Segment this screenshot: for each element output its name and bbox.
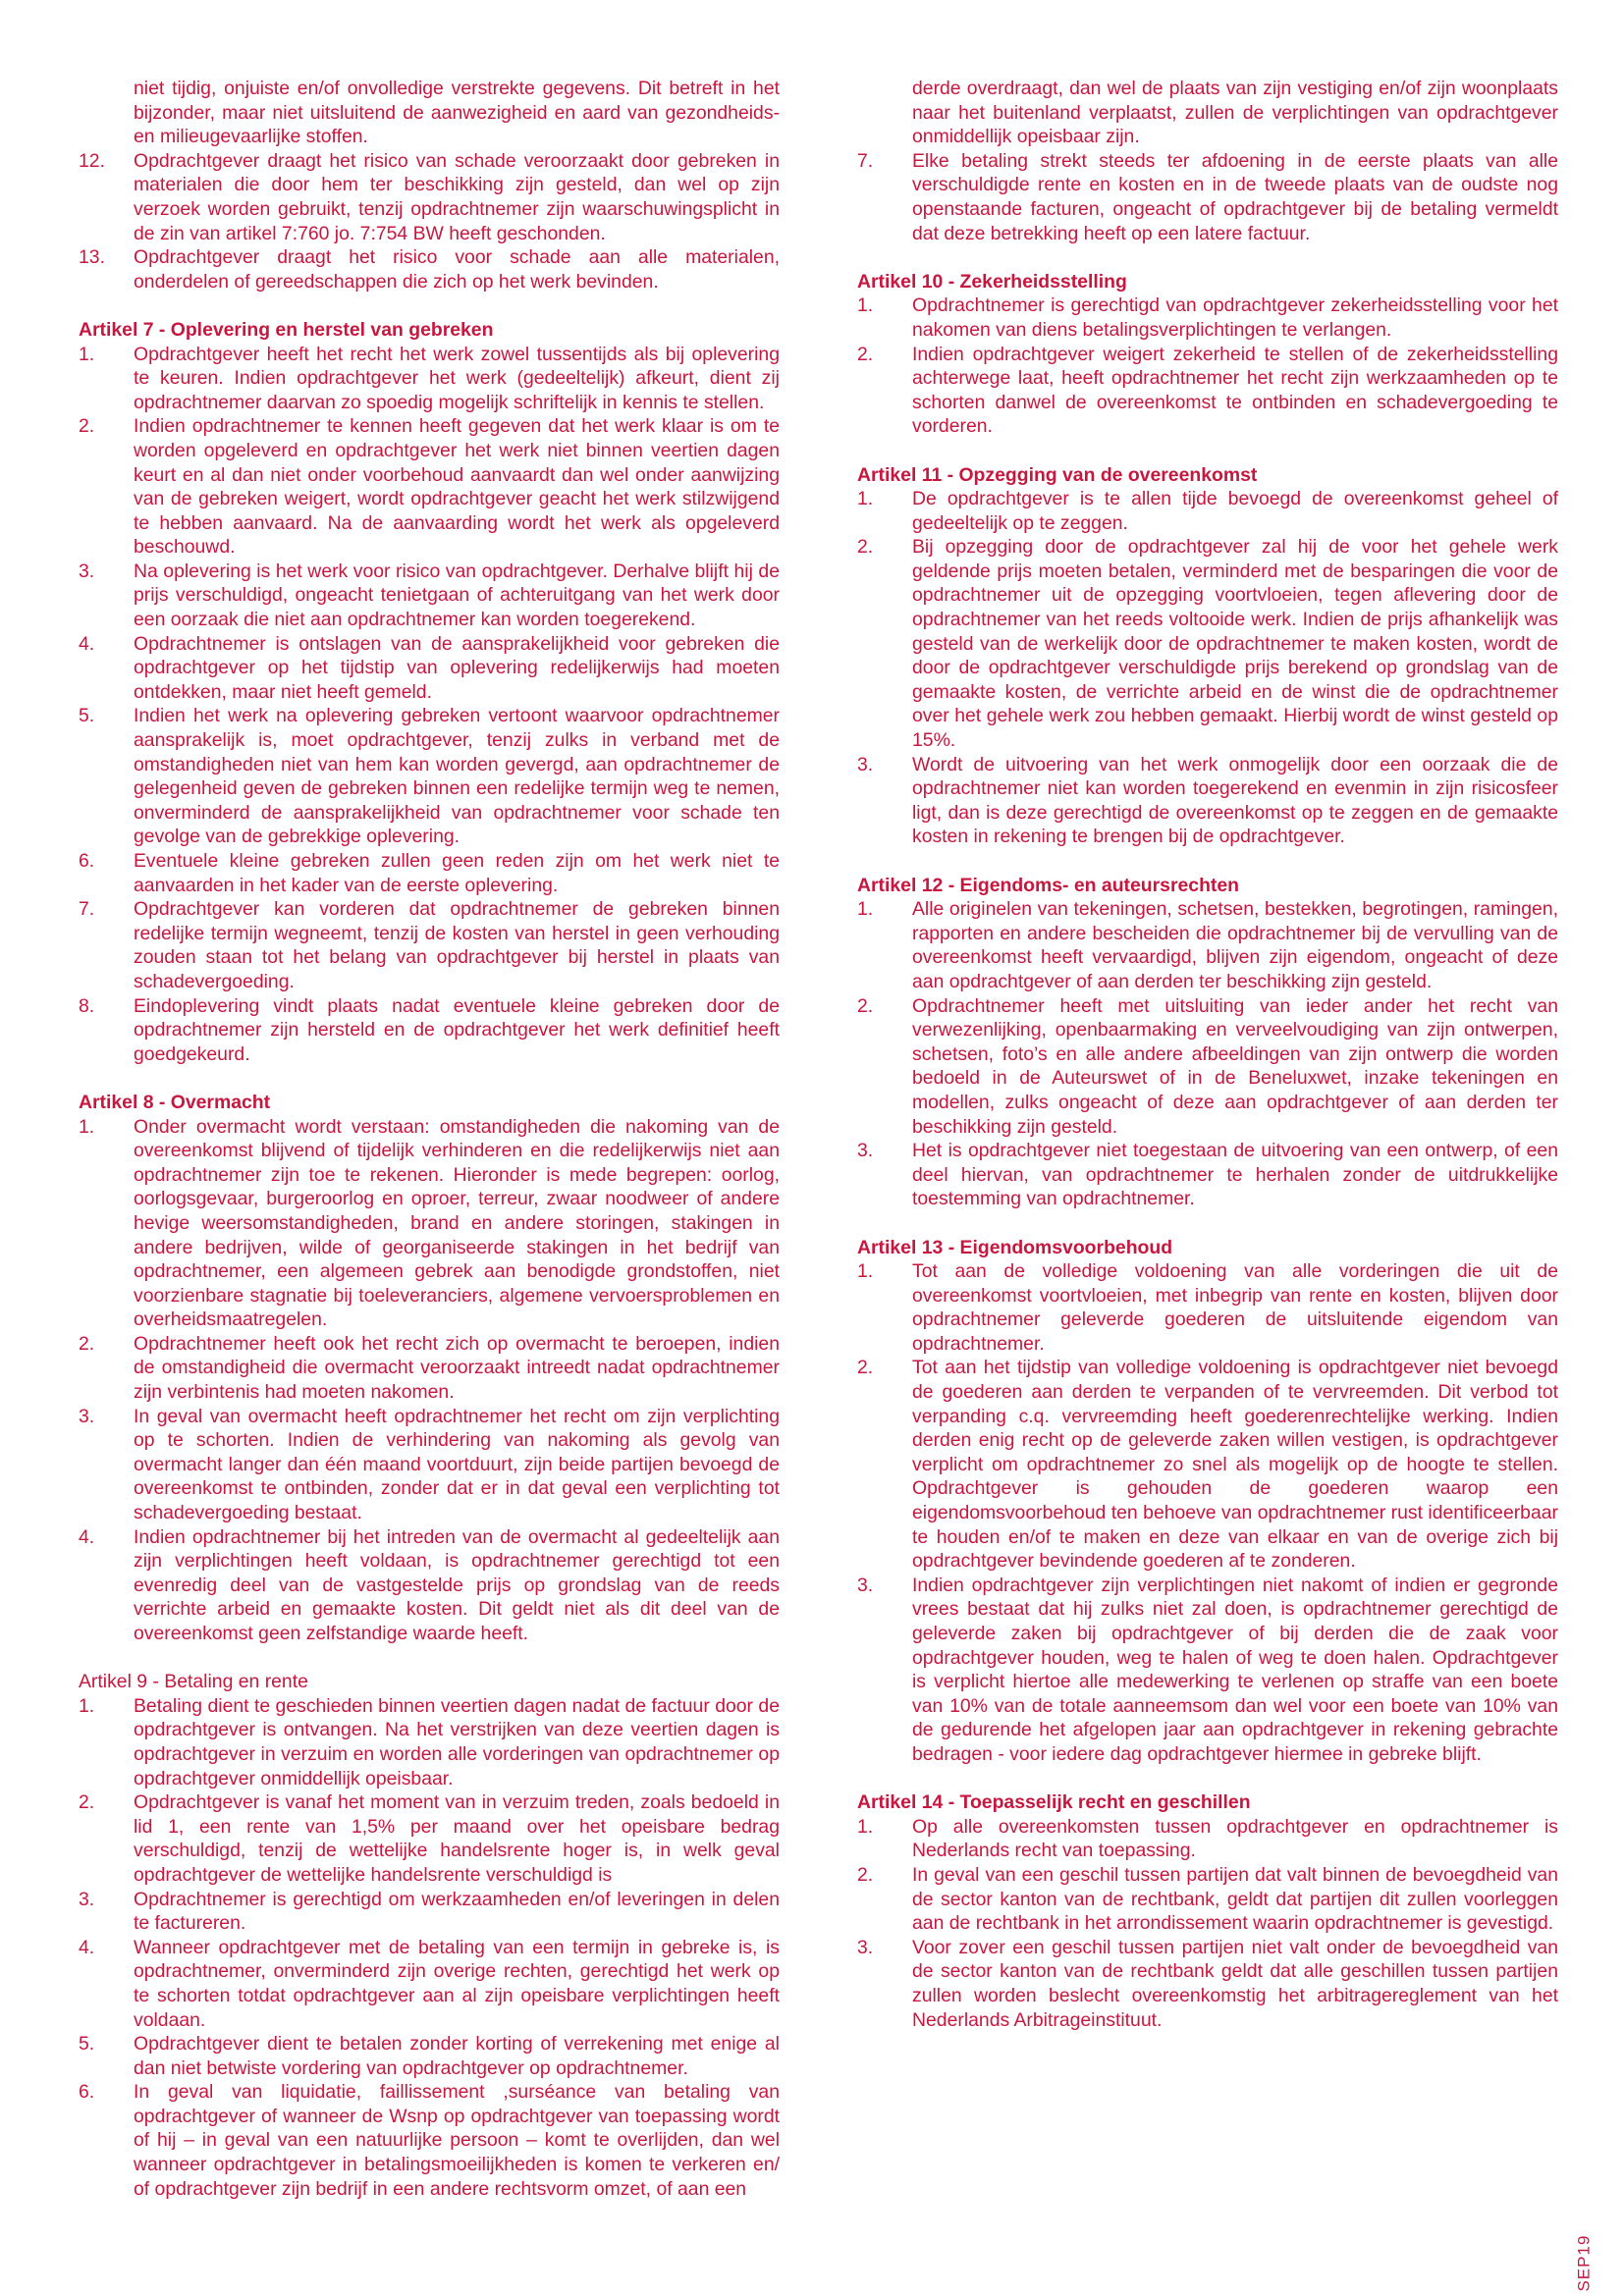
clause-item xyxy=(857,1259,1558,1356)
clause-number: 12. xyxy=(79,149,105,172)
clause-item xyxy=(79,1405,780,1525)
article-9-items xyxy=(79,1694,780,2201)
clause-text: niet tijdig, onjuiste en/of onvolledige verstrekte gegevens. Dit betreft in het bijzonder, maar niet uitsluitend de aanwezigheid en aard van gezondheids- en milieugevaarlijke stoffen. xyxy=(134,78,780,148)
clause-text: Elke betaling strekt steeds ter afdoening in de eerste plaats van alle verschuldigde rente en kosten en in de tweede plaats van de oudste nog openstaande facturen, ongeacht of opdrachtgever bij de betaling vermeldt dat deze betrekking heeft op een latere factuur. xyxy=(912,149,1558,244)
clause-number: 8. xyxy=(79,994,95,1017)
clause-item xyxy=(857,294,1558,342)
clause-number: 4. xyxy=(79,1525,95,1548)
page-code-label: SEP19 xyxy=(1574,2235,1594,2292)
section-intro-cont xyxy=(79,77,780,294)
clause-number: 3. xyxy=(79,1888,95,1910)
clause-text: In geval van overmacht heeft opdrachtnemer het recht om zijn verplichting op te schorten. Indien de verhindering van nakoming als gevolg van overmacht langer dan één maand voortduurt, zijn beide partijen bevoegd de overeenkomst te ontbinden, zonder dat er in dat geval een verplichting tot schadevergoeding bestaat. xyxy=(134,1405,780,1524)
clause-item xyxy=(857,1356,1558,1573)
clause-text: Opdrachtgever heeft het recht het werk zowel tussentijds als bij oplevering te keuren. Indien opdrachtgever het werk (gedeeltelijk) afkeurt, dient zij opdrachtnemer daarvan zo spoedig mogelijk schriftelijk in kennis te stellen. xyxy=(134,343,780,413)
section-article-8 xyxy=(79,1091,780,1646)
left-column xyxy=(79,77,780,2225)
article-10-items xyxy=(857,294,1558,439)
clause-text: Betaling dient te geschieden binnen veertien dagen nadat de factuur door de opdrachtgever is ontvangen. Na het verstrijken van deze veertien dagen is opdrachtgever in verzuim en worden alle vorderingen van opdrachtnemer op opdrachtgever onmiddellijk opeisbaar. xyxy=(134,1694,780,1789)
article-8-title: Artikel 8 - Overmacht xyxy=(79,1091,271,1113)
clause-text: derde overdraagt, dan wel de plaats van zijn vestiging en/of zijn woonplaats naar het buitenland verplaatst, zullen de verplichtingen van opdrachtgever onmiddellijk opeisbaar zijn. xyxy=(912,78,1558,148)
clause-number: 7. xyxy=(79,898,95,921)
article-13-items xyxy=(857,1259,1558,1766)
clause-item xyxy=(857,487,1558,535)
clause-item xyxy=(857,753,1558,849)
section-article-12 xyxy=(857,874,1558,1211)
clause-item xyxy=(79,2032,780,2080)
section-article-10 xyxy=(857,270,1558,439)
clause-item xyxy=(79,149,780,245)
clause-text: Wanneer opdrachtgever met de betaling van een termijn in gebreke is, is opdrachtnemer, onverminderd zijn overige rechten, gerechtigd het werk op te schorten totdat opdrachtgever aan al zijn opeisbare verplichtingen heeft voldaan. xyxy=(134,1936,780,2031)
clause-item xyxy=(857,1863,1558,1936)
clause-text: Opdrachtnemer is gerechtigd om werkzaamheden en/of leveringen in delen te factureren. xyxy=(134,1888,780,1935)
clause-number: 1. xyxy=(857,1260,874,1283)
clause-number: 5. xyxy=(79,2033,95,2056)
clause-item xyxy=(79,1888,780,1936)
clause-text: Opdrachtnemer is ontslagen van de aansprakelijkheid voor gebreken die opdrachtgever op het tijdstip van oplevering redelijkerwijs had moeten ontdekken, maar niet heeft gemeld. xyxy=(134,632,780,703)
clause-item xyxy=(79,897,780,993)
clause-text: Opdrachtnemer heeft ook het recht zich op overmacht te beroepen, indien de omstandigheid die overmacht veroorzaakt intreedt nadat opdrachtnemer zijn verbintenis had moeten nakomen. xyxy=(134,1332,780,1404)
clause-text: Onder overmacht wordt verstaan: omstandigheden die nakoming van de overeenkomst blijvend of tijdelijk verhinderen en die redelijkerwijs niet aan opdrachtnemer zijn toe te rekenen. Hieronder is mede begrepen: oorlog, oorlogsgevaar, burgeroorlog en oproer, terreur, zwaar noodweer of andere hevige weersomstandigheden, brand en andere storingen, stakingen in andere bedrijven, wilde of georganiseerde stakingen in het bedrijf van opdrachtnemer, een algemeen gebrek aan benodigde grondstoffen, niet voorzienbare stagnatie bij toeleveranciers, algemene vervoersproblemen en overheidsmaatregelen. xyxy=(134,1115,780,1331)
section-article-9-cont xyxy=(857,77,1558,245)
clause-number: 1. xyxy=(857,294,874,317)
clause-text: Indien opdrachtnemer bij het intreden van de overmacht al gedeeltelijk aan zijn verplichtingen heeft voldaan, is opdrachtnemer gerechtigd tot een evenredig deel van de vastgestelde prijs op grondslag van de reeds verrichte arbeid en gemaakte kosten. Dit geldt niet als dit deel van de overeenkomst geen zelfstandige waarde heeft. xyxy=(134,1525,780,1644)
clause-item xyxy=(857,535,1558,752)
clause-text: De opdrachtgever is te allen tijde bevoegd de overeenkomst geheel of gedeeltelijk op te zeggen. xyxy=(912,488,1558,534)
clause-item xyxy=(857,994,1558,1140)
clause-text: Wordt de uitvoering van het werk onmogelijk door een oorzaak die de opdrachtnemer niet kan worden toegerekend en evenmin in zijn risicosfeer ligt, dan is deze gerechtigd de overeenkomst op te zeggen en de gemaakte kosten in rekening te brengen bij de opdrachtgever. xyxy=(912,753,1558,848)
clause-item xyxy=(79,632,780,705)
clause-number: 3. xyxy=(79,1405,95,1427)
clause-number: 2. xyxy=(857,1863,874,1886)
clause-text: Indien opdrachtgever zijn verplichtingen niet nakomt of indien er gegronde vrees bestaat dat hij zulks niet zal doen, is opdrachtnemer gerechtigd de geleverde zaken bij opdrachtgever of bij derden die de zaak voor opdrachtgever houden, weg te halen of weg te doen halen. Opdrachtgever is verplicht hiertoe alle medewerking te verlenen op straffe van een boete van 10% van de totale aanneemsom dan wel voor een boete van 10% van de gedurende het afgelopen jaar aan opdrachtgever in rekening gebrachte bedragen - voor iedere dag opdrachtgever hiermee in gebreke blijft. xyxy=(912,1574,1558,1765)
clause-item xyxy=(79,1790,780,1887)
clause-number: 1. xyxy=(857,1815,874,1838)
section-article-7 xyxy=(79,318,780,1066)
clause-number: 7. xyxy=(857,149,874,172)
clause-item xyxy=(79,1332,780,1405)
clause-item xyxy=(79,560,780,632)
clause-number: 2. xyxy=(79,415,95,438)
clause-number: 3. xyxy=(857,1140,874,1162)
clause-number: 1. xyxy=(857,898,874,921)
clause-item xyxy=(857,1574,1558,1767)
clause-text: Het is opdrachtgever niet toegestaan de uitvoering van een ontwerp, of een deel hiervan, van opdrachtnemer te herhalen zonder de uitdrukkelijke toestemming van opdrachtnemer. xyxy=(912,1140,1558,1210)
article-13-title: Artikel 13 - Eigendomsvoorbehoud xyxy=(857,1236,1173,1258)
article-11-items xyxy=(857,487,1558,849)
clause-number: 2. xyxy=(857,1357,874,1379)
clause-number: 6. xyxy=(79,850,95,872)
section-article-9 xyxy=(79,1670,780,2201)
clause-item xyxy=(79,994,780,1067)
clause-text: Opdrachtgever kan vorderen dat opdrachtnemer de gebreken binnen redelijke termijn wegneemt, tenzij de kosten van herstel in geen verhouding zouden staan tot het belang van opdrachtgever bij herstel in plaats van schadevergoeding. xyxy=(134,898,780,992)
clause-text: Eindoplevering vindt plaats nadat eventuele kleine gebreken door de opdrachtnemer zijn hersteld en de opdrachtgever het werk definitief heeft goedgekeurd. xyxy=(134,994,780,1065)
clause-number: 4. xyxy=(79,1936,95,1958)
clause-number: 3. xyxy=(857,753,874,775)
clause-item xyxy=(857,149,1558,245)
clause-item xyxy=(79,1694,780,1790)
article-7-items xyxy=(79,343,780,1067)
article-9-title: Artikel 9 - Betaling en rente xyxy=(79,1671,308,1693)
clause-number: 3. xyxy=(857,1936,874,1958)
clause-text: Op alle overeenkomsten tussen opdrachtgever en opdrachtnemer is Nederlands recht van toepassing. xyxy=(912,1815,1558,1862)
article-12-items xyxy=(857,897,1558,1211)
article-7-title: Artikel 7 - Oplevering en herstel van gebreken xyxy=(79,318,494,341)
clause-text: Alle originelen van tekeningen, schetsen, bestekken, begrotingen, ramingen, rapporten en andere bescheiden die opdrachtnemer bij de vervulling van de overeenkomst heeft vervaardigd, blijven zijn eigendom, ongeacht of deze aan opdrachtgever of aan derden ter beschikking zijn gesteld. xyxy=(912,898,1558,992)
clause-text: Na oplevering is het werk voor risico van opdrachtgever. Derhalve blijft hij de prijs verschuldigd, ongeacht tenietgaan of achteruitgang van het werk door een oorzaak die niet aan opdrachtnemer kan worden toegerekend. xyxy=(134,560,780,631)
clause-number: 5. xyxy=(79,705,95,727)
clause-number: 4. xyxy=(79,632,95,655)
clause-item xyxy=(79,414,780,560)
clause-text: Opdrachtnemer is gerechtigd van opdrachtgever zekerheidsstelling voor het nakomen van diens betalingsverplichtingen te verlangen. xyxy=(912,294,1558,341)
clause-text: Opdrachtgever dient te betalen zonder korting of verrekening met enige al dan niet betwiste vordering van opdrachtgever op opdrachtnemer. xyxy=(134,2033,780,2079)
clause-text: Voor zover een geschil tussen partijen niet valt onder de bevoegdheid van de sector kanton van de rechtbank geldt dat alle geschillen tussen partijen zullen worden beslecht overeenkomstig het arbitragereglement van het Nederlands Arbitrageinstituut. xyxy=(912,1936,1558,2031)
clause-number: 13. xyxy=(79,246,105,269)
clause-text: In geval van liquidatie, faillissement ,surséance van betaling van opdrachtgever of wanneer de Wsnp op opdrachtgever van toepassing wordt of hij – in geval van een natuurlijke persoon – komt te overlijden, dan wel wanneer opdrachtgever in betalingsmoeilijkheden is komen te verkeren en/ of opdrachtgever zijn bedrijf in een andere rechtsvorm omzet, of aan een xyxy=(134,2081,780,2200)
clause-number: 1. xyxy=(79,1115,95,1138)
clause-item xyxy=(79,704,780,849)
clause-number: 2. xyxy=(79,1791,95,1814)
article-11-title: Artikel 11 - Opzegging van de overeenkomst xyxy=(857,463,1258,486)
clause-text: Tot aan de volledige voldoening van alle vorderingen die uit de overeenkomst voortvloeien, met inbegrip van rente en kosten, blijven door opdrachtnemer geleverde goederen de uitsluitende eigendom van opdrachtnemer. xyxy=(912,1260,1558,1355)
clause-item xyxy=(857,897,1558,993)
section-article-14 xyxy=(857,1790,1558,2032)
clause-item xyxy=(857,343,1558,439)
clause-number: 1. xyxy=(857,488,874,510)
clause-item xyxy=(79,77,780,149)
clause-item xyxy=(79,1115,780,1332)
clause-item xyxy=(857,1139,1558,1211)
clause-number: 1. xyxy=(79,343,95,365)
clause-number: 1. xyxy=(79,1694,95,1717)
clause-item xyxy=(857,1815,1558,1863)
clause-text: Tot aan het tijdstip van volledige voldoening is opdrachtgever niet bevoegd de goederen aan derden te verpanden of te vervreemden. Dit verbod tot verpanding c.q. vervreemding heeft goederenrechtelijke werking. Indien derden enig recht op de geleverde zaken willen vestigen, is opdrachtgever verplicht om opdrachtnemer zo snel als mogelijk op de hoogte te stellen. Opdrachtgever is gehouden de goederen waarop een eigendomsvoorbehoud ten behoeve van opdrachtnemer rust identificeerbaar te houden en/of te maken en deze van elkaar en van de overige zich bij opdrachtgever bevindende goederen af te zonderen. xyxy=(912,1357,1558,1573)
clause-text: Indien het werk na oplevering gebreken vertoont waarvoor opdrachtnemer aansprakelijk is, moet opdrachtgever, tenzij zulks in verband met de omstandigheden niet van hem kan worden gevergd, aan opdrachtnemer de gelegenheid geven de gebreken binnen een redelijke termijn weg te nemen, onverminderd de aansprakelijkheid van opdrachtnemer voor schade ten gevolge van de gebrekkige oplevering. xyxy=(134,705,780,848)
clause-number: 3. xyxy=(857,1574,874,1596)
clause-item xyxy=(79,1525,780,1646)
clause-item xyxy=(79,1936,780,2032)
clause-item xyxy=(79,343,780,415)
clause-text: In geval van een geschil tussen partijen dat valt binnen de bevoegdheid van de sector kanton van de rechtbank, geldt dat partijen dit zullen voorleggen aan de rechtbank in het arrondissement waarin opdrachtnemer is gevestigd. xyxy=(912,1863,1558,1935)
clause-text: Indien opdrachtgever weigert zekerheid te stellen of de zekerheidsstelling achterwege laat, heeft opdrachtnemer het recht zijn werkzaamheden op te schorten danwel de overeenkomst te ontbinden en schadevergoeding te vorderen. xyxy=(912,343,1558,438)
section-article-11 xyxy=(857,463,1558,850)
clause-item xyxy=(79,849,780,897)
clause-text: Indien opdrachtnemer te kennen heeft gegeven dat het werk klaar is om te worden opgeleverd en opdrachtgever het werk niet binnen veertien dagen keurt en al dan niet onder voorbehoud aanvaardt dan wel onder aanwijzing van de gebreken weigert, wordt opdrachtgever geacht het werk stilzwijgend te hebben aanvaard. Na de aanvaarding wordt het werk als opgeleverd beschouwd. xyxy=(134,415,780,559)
clause-text: Eventuele kleine gebreken zullen geen reden zijn om het werk niet te aanvaarden in het kader van de eerste oplevering. xyxy=(134,850,780,896)
clause-text: Bij opzegging door de opdrachtgever zal hij de voor het gehele werk geldende prijs moeten betalen, verminderd met de besparingen die voor de opdrachtnemer uit de opzegging voortvloeien, tegen aflevering door de opdrachtnemer van het reeds voltooide werk. Indien de prijs afhankelijk was gesteld van de werkelijk door de opdrachtnemer te maken kosten, wordt de door de opdrachtgever verschuldigde prijs berekend op grondslag van de gemaakte kosten, de verrichte arbeid en de winst die de opdrachtnemer over het gehele werk zou hebben gemaakt. Hierbij wordt de winst gesteld op 15%. xyxy=(912,536,1558,752)
section-article-13 xyxy=(857,1236,1558,1767)
clause-item xyxy=(79,2080,780,2201)
clause-number: 2. xyxy=(79,1332,95,1355)
clause-text: Opdrachtnemer heeft met uitsluiting van ieder ander het recht van verwezenlijking, openbaarmaking en verveelvoudiging van zijn ontwerpen, schetsen, foto’s en alle andere afbeeldingen van zijn ontwerp die worden bedoeld in de Auteurswet of in de Beneluxwet, inzake tekeningen en modellen, zulks ongeacht of deze aan opdrachtgever of aan derden ter beschikking zijn gesteld. xyxy=(912,994,1558,1138)
clause-number: 2. xyxy=(857,343,874,365)
clause-number: 3. xyxy=(79,560,95,582)
article-14-title: Artikel 14 - Toepasselijk recht en geschillen xyxy=(857,1791,1251,1814)
clause-text: Opdrachtgever is vanaf het moment van in verzuim treden, zoals bedoeld in lid 1, een rente van 1,5% per maand over het opeisbare bedrag verschuldigd, tenzij de wettelijke handelsrente hoger is, in welk geval opdrachtgever de wettelijke handelsrente verschuldigd is xyxy=(134,1791,780,1886)
clause-text: Opdrachtgever draagt het risico van schade veroorzaakt door gebreken in materialen die door hem ter beschikking zijn gesteld, dan wel op zijn verzoek worden gebruikt, tenzij opdrachtnemer zijn waarschuwingsplicht in de zin van artikel 7:760 jo. 7:754 BW heeft geschonden. xyxy=(134,149,780,244)
article-12-title: Artikel 12 - Eigendoms- en auteursrechten xyxy=(857,874,1239,896)
right-column xyxy=(857,77,1558,2056)
clause-item xyxy=(857,77,1558,149)
clause-number: 6. xyxy=(79,2081,95,2104)
clause-item xyxy=(79,245,780,294)
clause-item xyxy=(857,1936,1558,2032)
article-14-items xyxy=(857,1815,1558,2032)
clause-number: 2. xyxy=(857,536,874,559)
clause-text: Opdrachtgever draagt het risico voor schade aan alle materialen, onderdelen of gereedschappen die zich op het werk bevinden. xyxy=(134,246,780,293)
clause-number: 2. xyxy=(857,994,874,1017)
article-10-title: Artikel 10 - Zekerheidsstelling xyxy=(857,270,1127,293)
article-8-items xyxy=(79,1115,780,1646)
